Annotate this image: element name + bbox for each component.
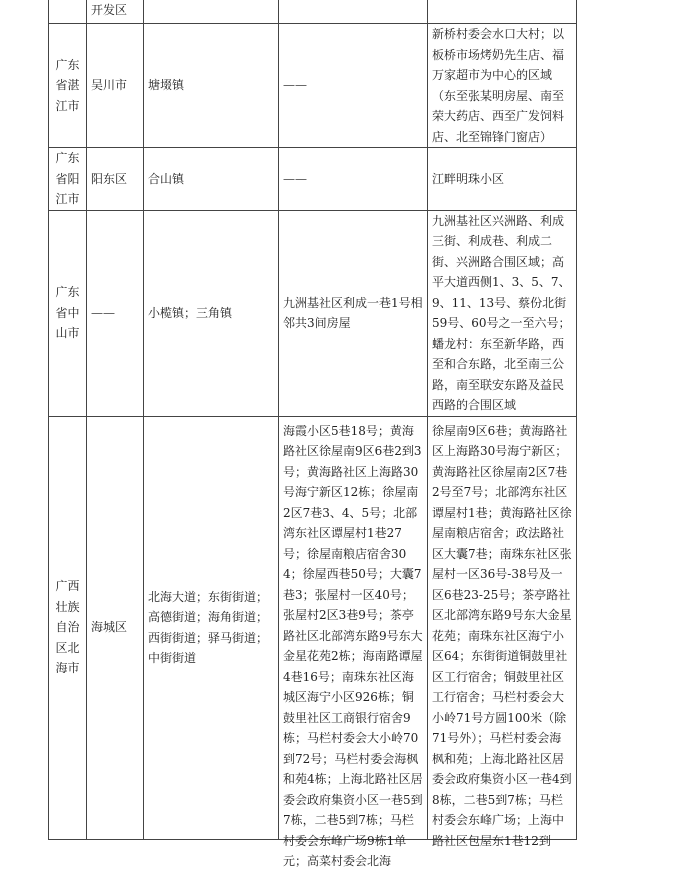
town-cell	[144, 0, 279, 24]
province-cell: 广西壮族自治区北海市	[49, 416, 87, 839]
province-cell: 广东省湛江市	[49, 24, 87, 148]
table-row	[49, 210, 577, 416]
table-row	[49, 0, 577, 24]
col4-cell: ——	[279, 24, 428, 148]
province-cell: 广东省阳江市	[49, 148, 87, 211]
table-row	[49, 24, 577, 148]
table-row	[49, 416, 577, 839]
town-cell: 塘㙍镇	[144, 24, 279, 148]
col4-cell	[279, 0, 428, 24]
col5-cell	[428, 0, 577, 24]
col4-text: 海霞小区5巷18号；黄海路社区徐屋南9区6巷2到3号；黄海路社区上海路30号海宁新区12栋；徐屋南2区7巷3、4、5号；北部湾东社区谭屋村1巷27号；徐屋南粮店宿舍304；徐屋西巷50号；大囊7巷3；张屋村一区40号；张屋村2区3巷9号；茶亭路社区北部湾东路9号东大金星花苑2栋；海南路谭屋4巷16号；南珠东社区海城区海宁小区926栋；铜鼓里社区工商银行宿舍9栋；马栏村委会大小岭70到72号；马栏村委会海枫和苑4栋；上海北路社区居委会政府集资小区一巷5到7栋，二巷5到7栋；马栏村委会东峰广场9栋1单元；高菜村委会北海	[283, 423, 423, 868]
town-cell: 小榄镇；三角镇	[144, 210, 279, 416]
col5-cell: 九洲基社区兴洲路、利成三街、利成巷、利成二街、兴洲路合围区域；高平大道西侧1、3、5、7、9、11、13号、蔡份北街59号、60号之一至六号；蟠龙村：东至新华路，西至和合东路，北至南三公路，南至联安东路及益民西路的合围区域	[428, 210, 577, 416]
col5-cell	[428, 416, 577, 848]
col5-cell: 新桥村委会水口大村；以板桥市场烤奶先生店、福万家超市为中心的区域（东至张某明房屋、南至荣大药店、西至广发饲料店、北至锦锋门窗店）	[428, 24, 577, 148]
province-cell	[49, 0, 87, 24]
col4-cell: 九洲基社区利成一巷1号相邻共3间房屋	[279, 210, 428, 416]
province-cell: 广东省中山市	[49, 210, 87, 416]
col4-cell	[279, 416, 428, 868]
town-cell: 合山镇	[144, 148, 279, 211]
district-cell: ——	[87, 210, 144, 416]
area-table	[48, 0, 577, 868]
table-row	[49, 148, 577, 211]
col5-text: 徐屋南9区6巷；黄海路社区上海路30号海宁新区；黄海路社区徐屋南2区7巷2号至7号；北部湾东社区谭屋村1巷；黄海路社区徐屋南粮店宿舍；政法路社区大囊7巷；南珠东社区张屋村一区36号-38号及一区6巷23-25号；茶亭路社区北部湾东路9号东大金星花苑；南珠东社区海宁小区64；东街街道铜鼓里社区工行宿舍；铜鼓里社区工行宿舍；马栏村委会大小岭71号方圆100米（除71号外）；马栏村委会海枫和苑；上海北路社区居委会政府集资小区一巷4到8栋，二巷5到7栋；马栏村委会东峰广场；上海中路社区包屋东1巷12到	[432, 423, 572, 848]
town-cell: 北海大道；东街街道；高德街道；海角街道；西街街道；驿马街道；中街街道	[144, 416, 279, 839]
col4-cell: ——	[279, 148, 428, 211]
district-cell: 海城区	[87, 416, 144, 839]
col5-cell: 江畔明珠小区	[428, 148, 577, 211]
district-cell: 阳东区	[87, 148, 144, 211]
district-cell: 开发区	[87, 0, 144, 24]
district-cell: 吴川市	[87, 24, 144, 148]
